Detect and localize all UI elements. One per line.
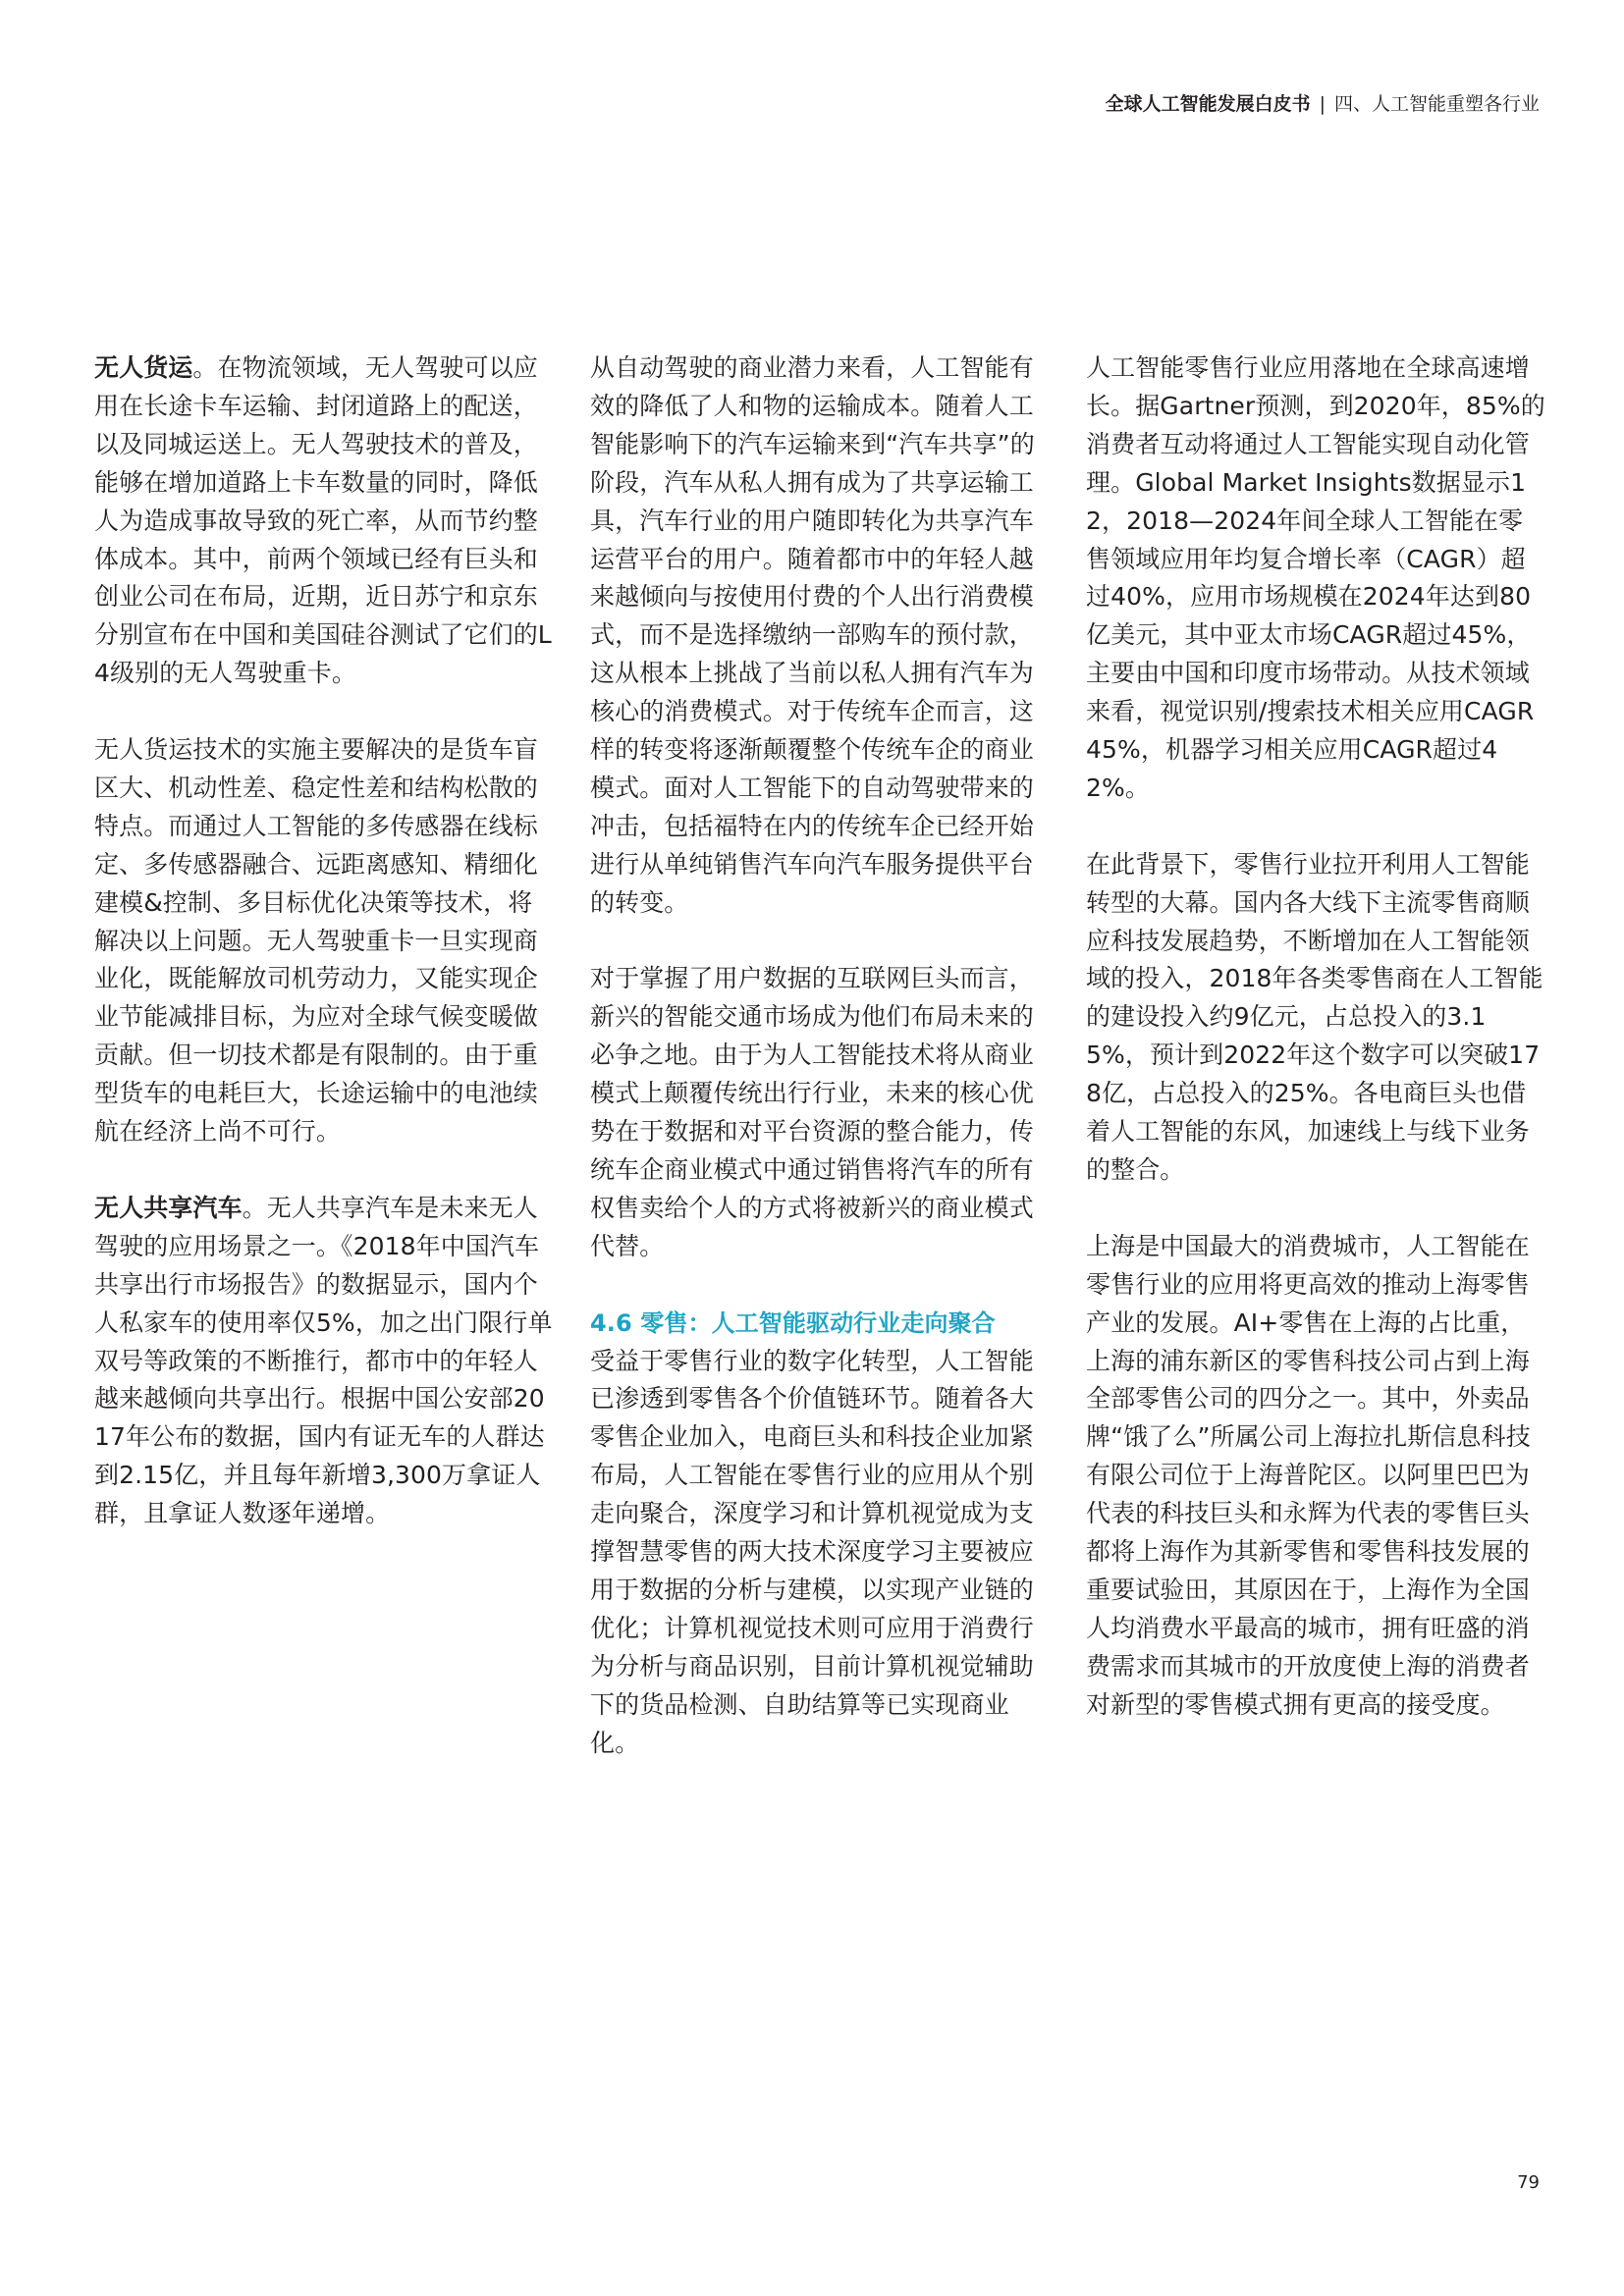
document-title: 全球人工智能发展白皮书 [1105,93,1311,115]
paragraph: 人工智能零售行业应用落地在全球高速增长。据Gartner预测，到2020年，85%的消费者互动将通过人工智能实现自动化管理。Global Market Insights数据显示12，2018—2024年间全球人工智能在零售领域应用年均复合增长率（CAGR）超过40%，应用市场规模在2024年达到80亿美元，其中亚太市场CAGR超过45%，主要由中国和印度市场带动。从技术领域来看，视觉识别/搜索技术相关应用CAGR 45%，机器学习相关应用CAGR超过42%。 [1086,353,1545,802]
paragraph-unmanned-freight [94,349,554,693]
text-column-right [1086,349,1545,1725]
paragraph: 从自动驾驶的商业潜力来看，人工智能有效的降低了人和物的运输成本。随着人工智能影响下的汽车运输来到“汽车共享”的阶段，汽车从私人拥有成为了共享运输工具，汽车行业的用户随即转化为共享汽车运营平台的用户。随着都市中的年轻人越来越倾向与按使用付费的个人出行消费模式，而不是选择缴纳一部购车的预付款，这从根本上挑战了当前以私人拥有汽车为核心的消费模式。对于传统车企而言，这样的转变将逐渐颠覆整个传统车企的商业模式。面对人工智能下的自动驾驶带来的冲击，包括福特在内的传统车企已经开始进行从单纯销售汽车向汽车服务提供平台的转变。 [590,353,1035,917]
paragraph: 受益于零售行业的数字化转型，人工智能已渗透到零售各个价值链环节。随着各大零售企业加入，电商巨头和科技企业加紧布局，人工智能在零售行业的应用从个别走向聚合，深度学习和计算机视觉成为支撑智慧零售的两大技术深度学习主要被应用于数据的分析与建模，以实现产业链的优化；计算机视觉技术则可应用于消费行为分析与商品识别，目前计算机视觉辅助下的货品检测、自助结算等已实现商业化。 [590,1346,1034,1757]
paragraph: 无人货运技术的实施主要解决的是货车盲区大、机动性差、稳定性差和结构松散的特点。而通过人工智能的多传感器在线标定、多传感器融合、远距离感知、精细化建模&控制、多目标优化决策等技术，将解决以上问题。无人驾驶重卡一旦实现商业化，既能解放司机劳动力，又能实现企业节能减排目标，为应对全球气候变暖做贡献。但一切技术都是有限制的。由于重型货车的电耗巨大，长途运输中的电池续航在经济上尚不可行。 [94,735,538,1147]
paragraph-body: 。在物流领域，无人驾驶可以应用在长途卡车运输、封闭道路上的配送，以及同城运送上。无人驾驶技术的普及，能够在增加道路上卡车数量的同时，降低人为造成事故导致的死亡率，从而节约整体成本。其中，前两个领域已经有巨头和创业公司在布局，近期，近日苏宁和京东分别宣布在中国和美国硅谷测试了它们的L4级别的无人驾驶重卡。 [94,353,552,688]
page-number: 79 [1517,2172,1540,2193]
paragraph-body: 。无人共享汽车是未来无人驾驶的应用场景之一。《2018年中国汽车共享出行市场报告》的数据显示，国内个人私家车的使用率仅5%，加之出门限行单双号等政策的不断推行，都市中的年轻人越来越倾向共享出行。根据中国公安部2017年公布的数据，国内有证无车的人群达到2.15亿，并且每年新增3,300万拿证人群，且拿证人数逐年递增。 [94,1193,553,1528]
paragraph: 上海是中国最大的消费城市，人工智能在零售行业的应用将更高效的推动上海零售产业的发展。AI+零售在上海的占比重，上海的浦东新区的零售科技公司占到上海全部零售公司的四分之一。其中，外卖品牌“饿了么”所属公司上海拉扎斯信息科技有限公司位于上海普陀区。以阿里巴巴为代表的科技巨头和永辉为代表的零售巨头都将上海作为其新零售和零售科技发展的重要试验田，其原因在于，上海作为全国人均消费水平最高的城市，拥有旺盛的消费需求而其城市的开放度使上海的消费者对新型的零售模式拥有更高的接受度。 [1086,1231,1531,1719]
paragraph-lead-unmanned-shared-car: 无人共享汽车 [94,1193,243,1222]
paragraph: 对于掌握了用户数据的互联网巨头而言，新兴的智能交通市场成为他们布局未来的必争之地。由于为人工智能技术将从商业模式上颠覆传统出行行业，未来的核心优势在于数据和对平台资源的整合能力，传统车企商业模式中通过销售将汽车的所有权售卖给个人的方式将被新兴的商业模式代替。 [590,964,1034,1260]
text-column-middle [590,349,1050,1763]
section-heading-retail: 4.6 零售：人工智能驱动行业走向聚合 [590,1308,996,1337]
header-separator: | [1319,93,1326,115]
paragraph-unmanned-shared-car [94,1190,554,1533]
text-column-left [94,349,554,1533]
paragraph: 在此背景下，零售行业拉开利用人工智能转型的大幕。国内各大线下主流零售商顺应科技发展趋势，不断增加在人工智能领域的投入，2018年各类零售商在人工智能的建设投入约9亿元，占总投入的3.15%，预计到2022年这个数字可以突破178亿，占总投入的25%。各电商巨头也借着人工智能的东风，加速线上与线下业务的整合。 [1086,849,1543,1185]
chapter-title: 四、人工智能重塑各行业 [1333,93,1540,115]
paragraph-lead-unmanned-freight: 无人货运 [94,353,193,382]
running-header [1106,90,1540,118]
